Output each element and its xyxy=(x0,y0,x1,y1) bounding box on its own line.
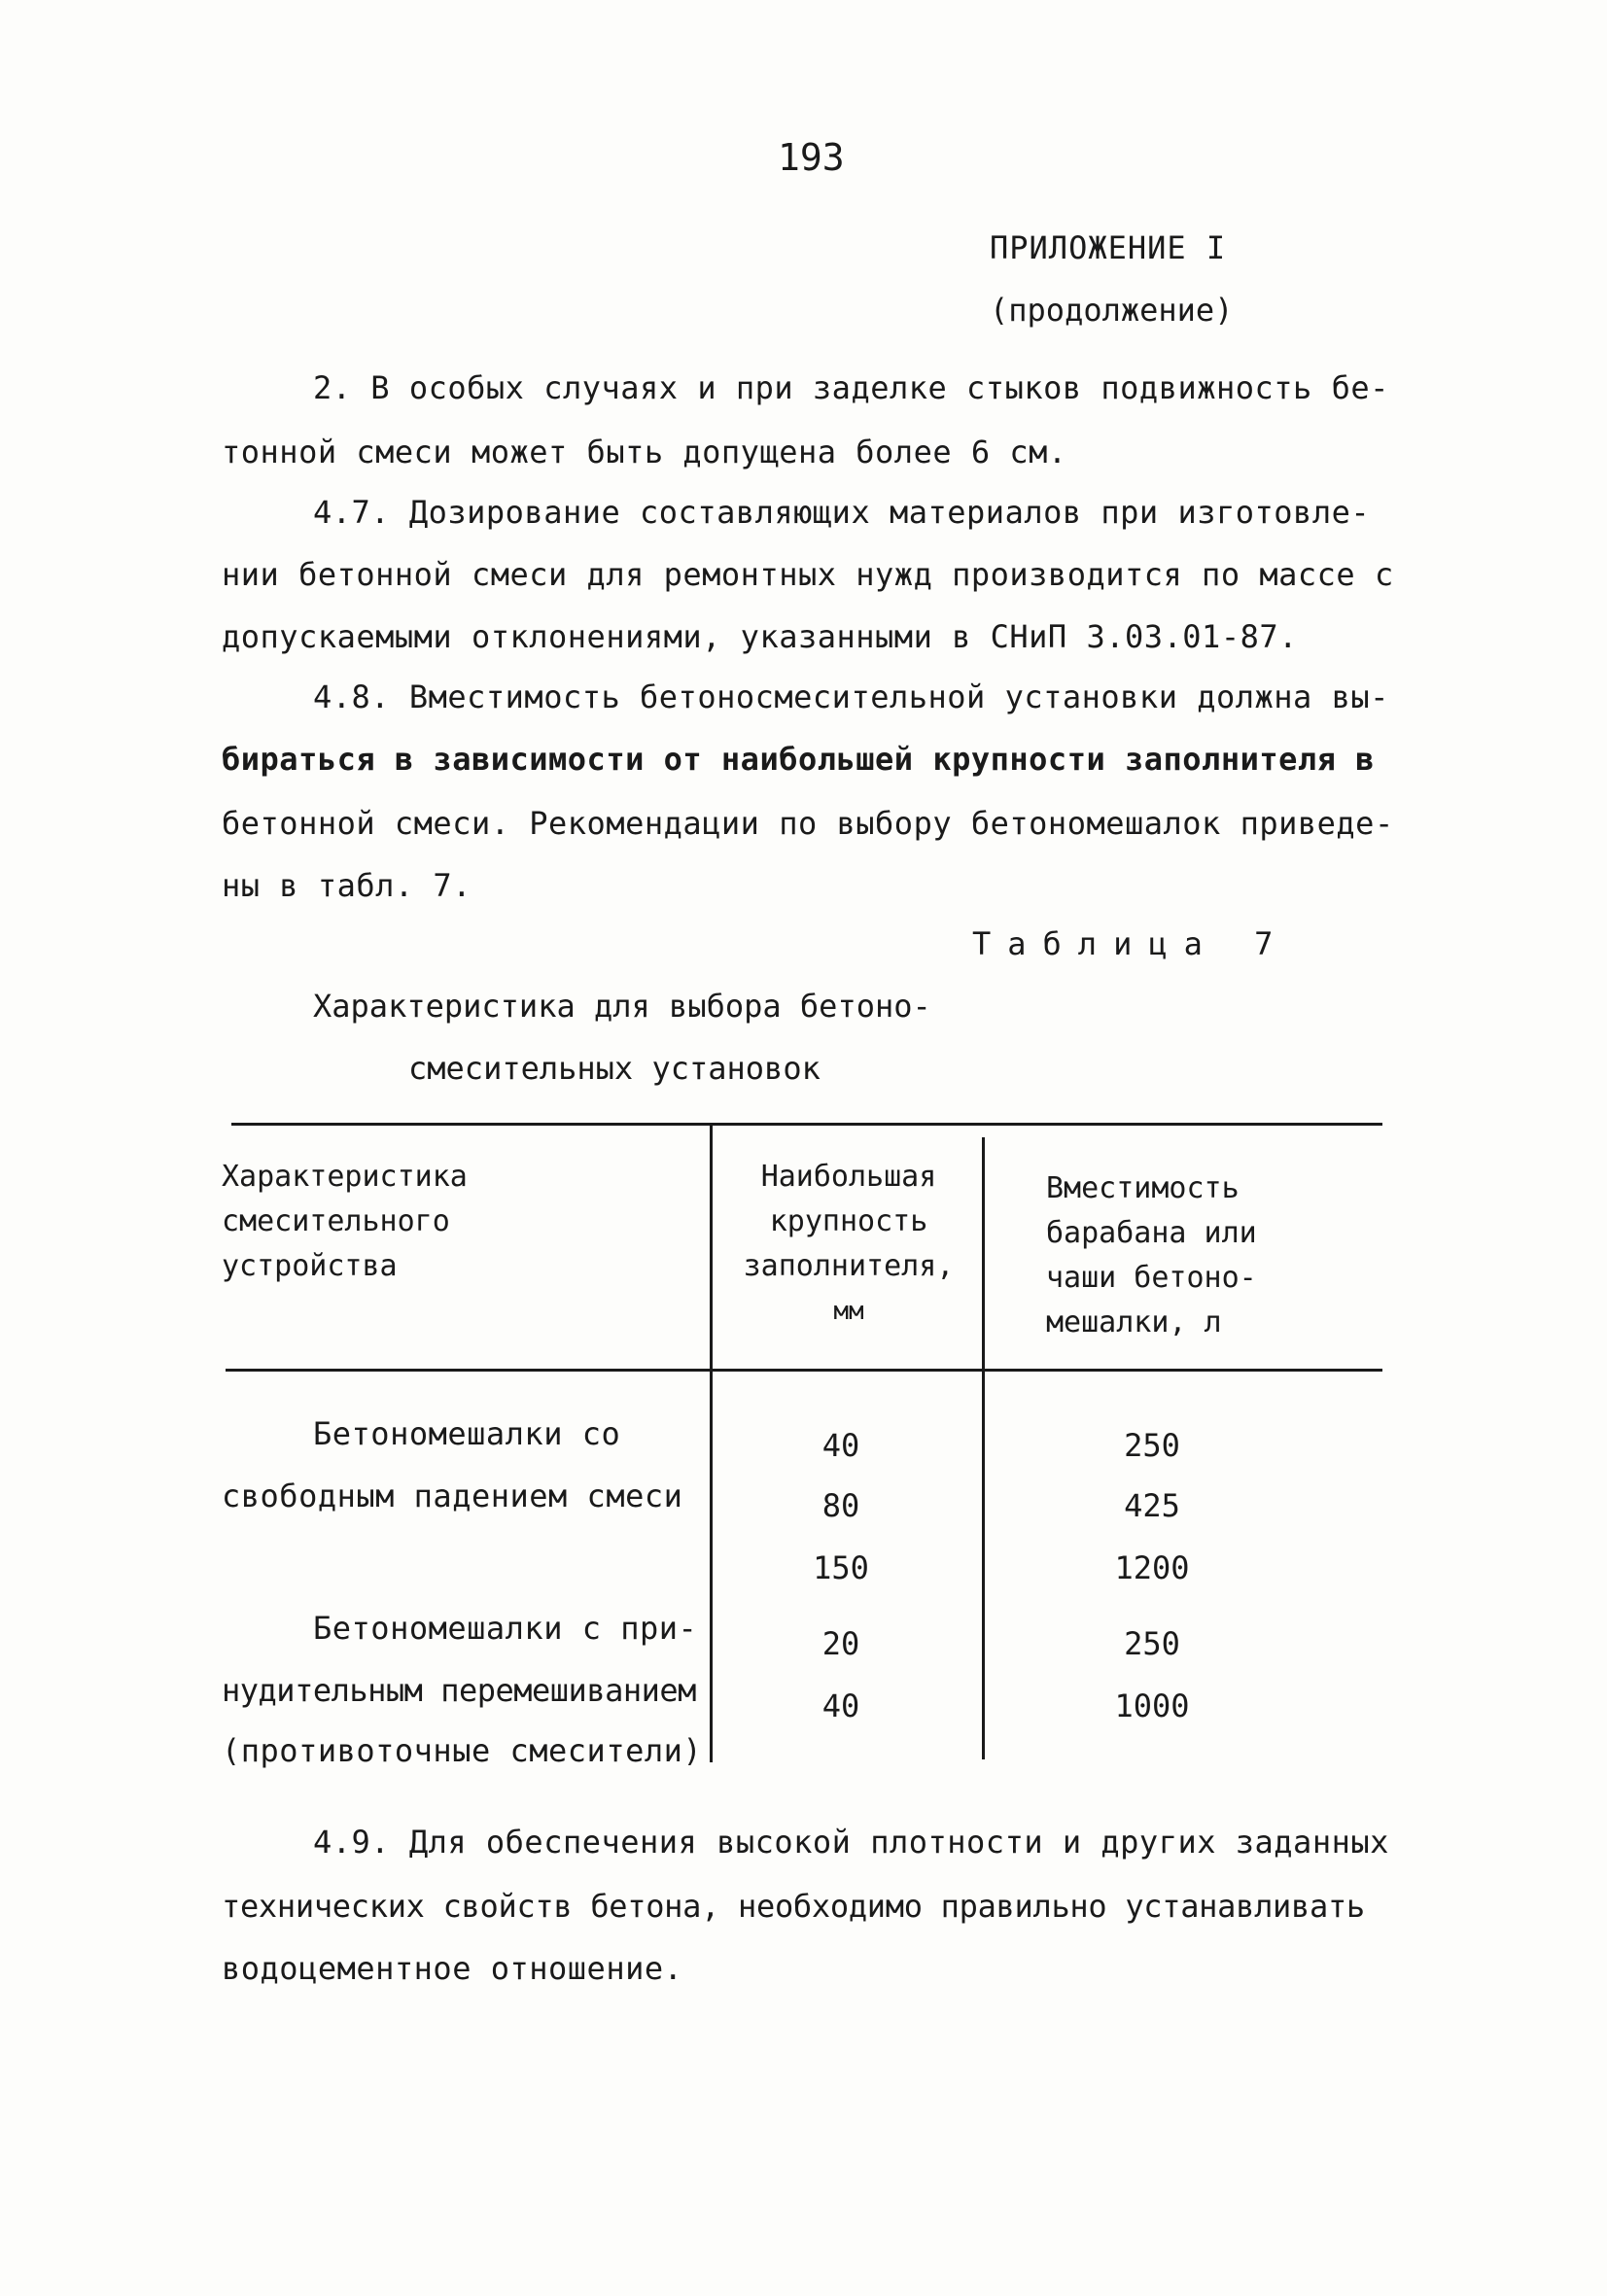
paragraph-line: бираться в зависимости от наибольшей крупности заполнителя в xyxy=(222,741,1375,778)
header-line: заполнителя, xyxy=(743,1249,955,1283)
mixer-type-line: (противоточные смесители) xyxy=(222,1732,703,1769)
aggregate-size-value: 150 xyxy=(813,1549,869,1586)
aggregate-size-value: 40 xyxy=(821,1687,860,1724)
table-column-divider xyxy=(710,1123,713,1762)
paragraph-line: 4.9. Для обеспечения высокой плотности и других заданных xyxy=(313,1824,1389,1861)
aggregate-size-value: 20 xyxy=(821,1625,860,1662)
capacity-value: 250 xyxy=(1124,1625,1180,1662)
paragraph-line: допускаемыми отклонениями, указанными в СНиП 3.03.01-87. xyxy=(222,618,1298,655)
mixer-type-line: свободным падением смеси xyxy=(222,1478,683,1514)
capacity-value: 425 xyxy=(1124,1487,1180,1524)
paragraph-line: технических свойств бетона, необходимо правильно устанавливать xyxy=(222,1888,1365,1925)
paragraph-line: ны в табл. 7. xyxy=(222,867,472,904)
mixer-type-line: Бетономешалки со xyxy=(313,1415,621,1452)
aggregate-size-value: 40 xyxy=(821,1427,860,1464)
table-column-divider xyxy=(982,1137,985,1759)
table-top-rule xyxy=(231,1123,1382,1126)
table-header-aggregate-size xyxy=(727,1155,970,1334)
paragraph-line: тонной смеси может быть допущена более 6 см. xyxy=(222,434,1067,470)
capacity-value: 1000 xyxy=(1114,1687,1190,1724)
table-label: Таблица 7 xyxy=(972,925,1290,962)
paragraph-line: 4.7. Дозирование составляющих материалов при изготовле- xyxy=(313,494,1371,531)
header-line: мешалки, л xyxy=(1046,1305,1222,1339)
paragraph-line: водоцементное отношение. xyxy=(222,1950,683,1987)
paragraph-line: 4.8. Вместимость бетоносмесительной установки должна вы- xyxy=(313,678,1389,715)
appendix-subtitle: (продолжение) xyxy=(990,292,1234,329)
header-line: крупность xyxy=(769,1204,928,1238)
paragraph-line: нии бетонной смеси для ремонтных нужд производится по массе с xyxy=(222,556,1394,593)
aggregate-size-value: 80 xyxy=(821,1487,860,1524)
header-line: мм xyxy=(833,1297,864,1326)
appendix-title: ПРИЛОЖЕНИЕ I xyxy=(990,229,1227,266)
table-caption-line: смесительных установок xyxy=(408,1050,821,1087)
page-number: 193 xyxy=(778,136,845,179)
table-caption-line: Характеристика для выбора бетоно- xyxy=(313,988,931,1025)
header-line: Характеристика xyxy=(222,1160,468,1194)
header-line: смесительного xyxy=(222,1204,450,1238)
header-line: барабана или xyxy=(1046,1216,1257,1250)
header-line: устройства xyxy=(222,1249,398,1283)
table-header-rule xyxy=(226,1369,1382,1372)
mixer-type-line: Бетономешалки с при- xyxy=(313,1610,698,1647)
capacity-value: 250 xyxy=(1124,1427,1180,1464)
header-line: Наибольшая xyxy=(760,1160,937,1194)
paragraph-line: бетонной смеси. Рекомендации по выбору бетономешалок приведе- xyxy=(222,805,1394,842)
paragraph-line: 2. В особых случаях и при заделке стыков подвижность бе- xyxy=(313,369,1389,406)
header-line: Вместимость xyxy=(1046,1171,1240,1205)
header-line: чаши бетоно- xyxy=(1046,1261,1257,1295)
capacity-value: 1200 xyxy=(1114,1549,1190,1586)
table-header-capacity xyxy=(1046,1166,1257,1345)
mixer-type-line: нудительным перемешиванием xyxy=(222,1672,696,1709)
table-header-characteristic xyxy=(222,1155,468,1289)
